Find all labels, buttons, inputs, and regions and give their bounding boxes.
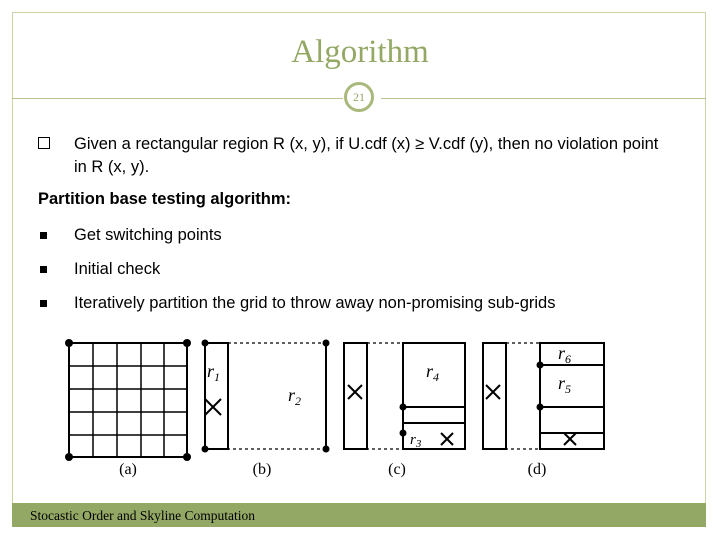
panel-label-d: (d) [527,461,547,478]
list-item: Iteratively partition the grid to throw away non-promising sub-grids [74,294,556,312]
region-label-r4: $r_4$ [426,361,440,384]
region-label-r1: $r_1$ [207,361,221,384]
region-label-r2: $r_2$ [288,385,302,408]
bullet-text: Given a rectangular region R (x, y), if U.cdf (x) ≥ V.cdf (y), then no violation point in R (x, y). [74,135,659,176]
region-label-r3: $r_3$ [410,432,422,450]
title-rule-right [381,98,706,99]
region-label-r5: $r_5$ [558,373,572,396]
page-number-badge: 21 [344,82,374,112]
panel-label-c: (c) [388,461,406,478]
panel-label-b: (b) [252,461,272,478]
slide-title: Algorithm [291,34,429,70]
region-label-r6: $r_6$ [558,343,572,366]
square-bullet-icon [40,232,47,239]
square-bullet-icon [40,266,47,273]
partition-figure [60,329,610,480]
list-item: Initial check [74,260,161,278]
square-bullet-icon [40,300,47,307]
footer-text: Stocastic Order and Skyline Computation [30,508,255,523]
title-rule-left [12,98,343,99]
checkbox-bullet-icon [38,137,50,149]
list-item: Get switching points [74,226,222,244]
section-heading: Partition base testing algorithm: [38,190,292,208]
panel-label-a: (a) [119,461,137,478]
